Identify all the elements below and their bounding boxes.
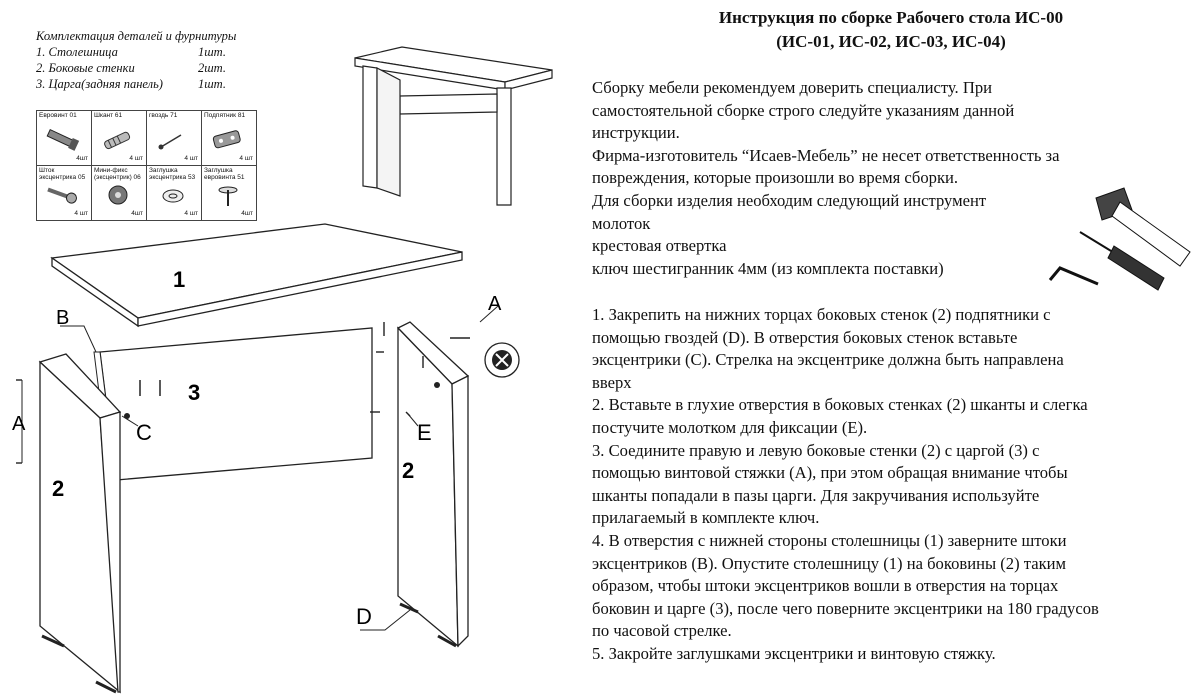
hardware-cell: Мини-фикс (эксцентрик) 06 4шт <box>92 166 147 221</box>
label-part-2-right: 2 <box>402 458 415 483</box>
instruction-text-panel <box>580 0 1202 698</box>
exploded-view <box>0 0 580 698</box>
label-D: D <box>356 604 372 629</box>
label-E: E <box>417 420 432 445</box>
kit-item: 3. Царга(задняя панель) 1шт. <box>36 77 226 91</box>
label-C: C <box>136 420 152 445</box>
label-A-right: A <box>488 293 502 315</box>
hex-key-icon <box>1050 268 1098 284</box>
label-A-left: A <box>12 413 26 435</box>
right-side-panel <box>398 322 468 646</box>
assembly-diagram-panel <box>0 0 580 698</box>
hardware-cell: Заглушка евровинта 51 4шт <box>202 166 257 221</box>
label-B: B <box>56 307 70 329</box>
back-panel-part <box>94 328 372 480</box>
steps-text: 1. Закрепить на нижних торцах боковых стенок (2) подпятники с помощью гвоздей (D). В отверстия боковых стенок вставьте эксцентрики (С). Стрелка на эксцентрике должна быть направлена вверх 2. Вставьте в глухие отверстия в боковых стенках (2) шканты и слегка постучите молотком для фиксации (Е). 3. Соедините правую и левую боковые стенки (2) с царгой (3) с помощью винтовой стяжки (А), при этом обращая внимание чтобы шканты попадали в пазы царги. Для закручивания используйте прилагаемый в комплекте ключ. 4. В отверстия с нижней стороны столешницы (1) заверните штоки эксцентриков (В). Опустите столешницу (1) на боковины (2) таким образом, чтобы штоки эксцентриков вошли в отверстия на торцах боковин и царге (3), после чего поверните эксцентрики на 180 градусов по часовой стрелке. 5. Закройте заглушками эксцентрики и винтовую стяжку. <box>592 305 1099 663</box>
kit-item: 1. Столешница 1шт. <box>36 45 226 59</box>
hardware-cell: Шкант 61 4 шт <box>92 111 147 166</box>
label-part-3: 3 <box>188 380 201 405</box>
intro-text: Сборку мебели рекомендуем доверить специалисту. При самостоятельной сборке строго следуйте указаниям данной инструкции. Фирма-изготовитель “Исаев-Мебель” не несет ответственность за повреждения, которые произошли во время сборки. Для сборки изделия необходим следующий инструмент молоток крестовая отвертка ключ шестигранник 4мм (из комплекта поставки) <box>592 78 1060 278</box>
assembled-desk-drawing <box>355 47 552 205</box>
hardware-cell: гвоздь 71 4 шт <box>147 111 202 166</box>
label-part-1: 1 <box>173 267 186 292</box>
page-subtitle: (ИС-01, ИС-02, ИС-03, ИС-04) <box>776 32 1006 51</box>
tabletop-part <box>52 224 462 326</box>
hardware-cell: Шток эксцентрика 05 4 шт <box>37 166 92 221</box>
kit-item: 2. Боковые стенки 2шт. <box>36 61 226 75</box>
tools-illustration <box>1040 180 1200 300</box>
kit-heading: Комплектация деталей и фурнитуры <box>36 29 237 43</box>
cam-lock-symbol-icon <box>485 343 519 377</box>
hardware-cell: Заглушка эксцентрика 53 4 шт <box>147 166 202 221</box>
page-title: Инструкция по сборке Рабочего стола ИС-00 <box>718 8 1064 27</box>
label-part-2-left: 2 <box>52 476 65 501</box>
hardware-cell: Подпятник 81 4 шт <box>202 111 257 166</box>
hardware-cell: Евровинт 01 4шт <box>37 111 92 166</box>
